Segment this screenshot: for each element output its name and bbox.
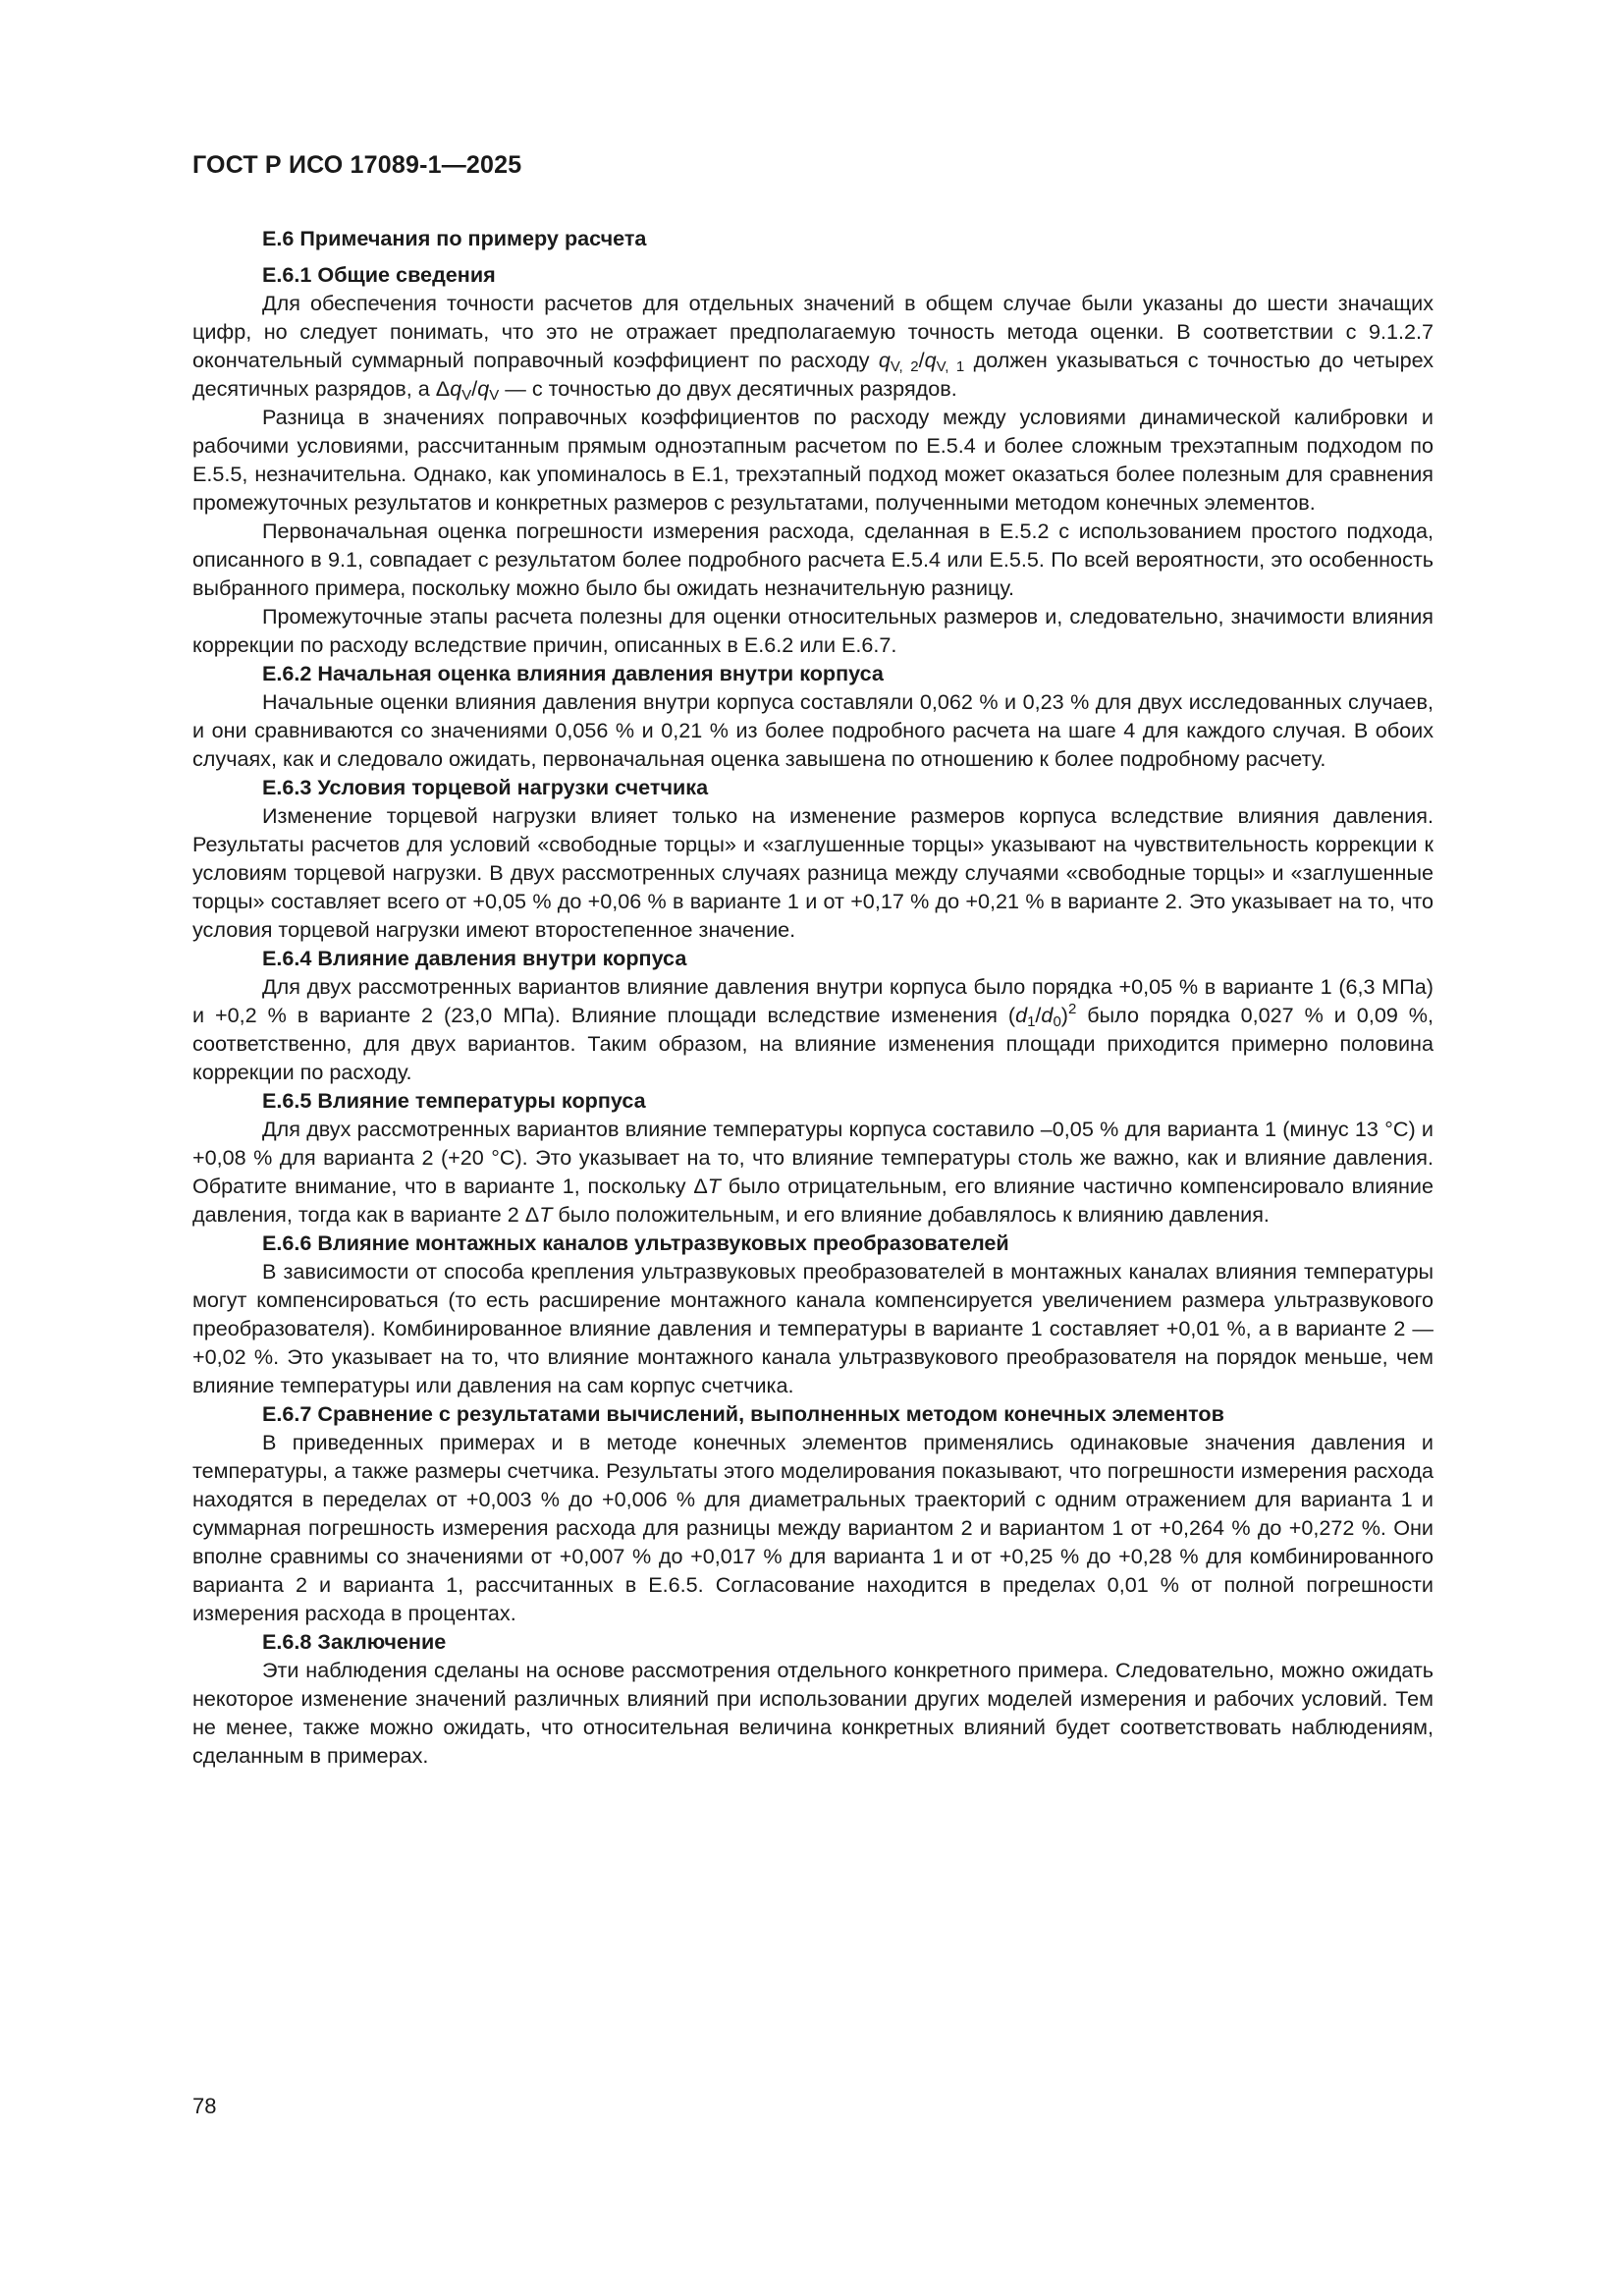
- section-e63-title: Е.6.3 Условия торцевой нагрузки счетчика: [262, 775, 709, 799]
- section-e61-title: Е.6.1 Общие сведения: [262, 262, 496, 287]
- page-number: 78: [192, 2094, 217, 2118]
- standard-header: ГОСТ Р ИСО 17089-1—2025: [192, 151, 522, 179]
- section-e64-paragraph-1: Для двух рассмотренных вариантов влияние давления внутри корпуса было порядка +0,05 % в варианте 1 (6,3 МПа) и +0,2 % в варианте 2 (23,0 МПа). Влияние площади вследствие изменения $(d_1/d_0)^2$ было порядка 0,027 % и 0,09 %, соответственно, для двух вариантов. Таким образом, на влияние изменения площади приходится примерно половина коррекции по расходу.: [192, 974, 1434, 1084]
- section-e63-paragraph-1: Изменение торцевой нагрузки влияет только на изменение размеров корпуса вследствие влияния давления. Результаты расчетов для условий «свободные торцы» и «заглушенные торцы» указывают на чувствительность коррекции к условиям торцевой нагрузки. В двух рассмотренных случаях разница между случаями «свободные торцы» и «заглушенные торцы» составляет всего от +0,05 % до +0,06 % в варианте 1 и от +0,17 % до +0,21 % в варианте 2. Это указывает на то, что условия торцевой нагрузки имеют второстепенное значение.: [192, 803, 1434, 942]
- section-e66-paragraph-1: В зависимости от способа крепления ультразвуковых преобразователей в монтажных каналах влияния температуры могут компенсироваться (то есть расширение монтажного канала компенсируется увеличением размера ультразвукового преобразователя). Комбинированное влияние давления и температуры в варианте 1 составляет +0,01 %, а в варианте 2 — +0,02 %. Это указывает на то, что влияние монтажного канала ультразвукового преобразователя на порядок меньше, чем влияние температуры или давления на сам корпус счетчика.: [192, 1259, 1434, 1397]
- page-content: [192, 224, 1434, 1770]
- section-e65-title: Е.6.5 Влияние температуры корпуса: [262, 1088, 646, 1113]
- section-e68-paragraph-1: Эти наблюдения сделаны на основе рассмотрения отдельного конкретного примера. Следовательно, можно ожидать некоторое изменение значений различных влияний при использовании других моделей измерения и рабочих условий. Тем не менее, также можно ожидать, что относительная величина конкретных влияний будет соответствовать наблюдениям, сделанным в примерах.: [192, 1658, 1434, 1768]
- section-e68-title: Е.6.8 Заключение: [262, 1629, 447, 1654]
- section-e61-paragraph-4: Промежуточные этапы расчета полезны для оценки относительных размеров и, следовательно, значимости влияния коррекции по расходу вследствие причин, описанных в Е.6.2 или Е.6.7.: [192, 604, 1434, 657]
- section-e66-title: Е.6.6 Влияние монтажных каналов ультразвуковых преобразователей: [262, 1230, 1009, 1255]
- section-e67-paragraph-1: В приведенных примерах и в методе конечных элементов применялись одинаковые значения давления и температуры, а также размеры счетчика. Результаты этого моделирования показывают, что погрешности измерения расхода находятся в переделах от +0,003 % до +0,006 % для диаметральных траекторий с одним отражением для варианта 1 и суммарная погрешность измерения расхода для разницы между вариантом 2 и вариантом 1 от +0,264 % до +0,272 %. Они вполне сравнимы со значениями от +0,007 % до +0,017 % для варианта 1 и от +0,25 % до +0,28 % для комбинированного варианта 2 и варианта 1, рассчитанных в Е.6.5. Согласование находится в пределах 0,01 % от полной погрешности измерения расхода в процентах.: [192, 1430, 1434, 1625]
- section-e65-paragraph-1: Для двух рассмотренных вариантов влияние температуры корпуса составило –0,05 % для варианта 1 (минус 13 °C) и +0,08 % для варианта 2 (+20 °C). Это указывает на то, что влияние температуры столь же важно, как и влияние давления. Обратите внимание, что в варианте 1, поскольку ΔT было отрицательным, его влияние частично компенсировало влияние давления, тогда как в варианте 2 ΔT было положительным, и его влияние добавлялось к влиянию давления.: [192, 1117, 1434, 1227]
- section-e6-title: Е.6 Примечания по примеру расчета: [262, 226, 647, 250]
- section-e62-title: Е.6.2 Начальная оценка влияния давления внутри корпуса: [262, 661, 884, 685]
- section-e61-paragraph-2: Разница в значениях поправочных коэффициентов по расходу между условиями динамической калибровки и рабочими условиями, рассчитанным прямым одноэтапным расчетом по Е.5.4 и более сложным трехэтапным подходом по Е.5.5, незначительна. Однако, как упоминалось в Е.1, трехэтапный подход может оказаться более полезным для сравнения промежуточных результатов и конкретных размеров с результатами, полученными методом конечных элементов.: [192, 405, 1434, 515]
- section-e62-paragraph-1: Начальные оценки влияния давления внутри корпуса составляли 0,062 % и 0,23 % для двух исследованных случаев, и они сравниваются со значениями 0,056 % и 0,21 % из более подробного расчета на шаге 4 для каждого случая. В обоих случаях, как и следовало ожидать, первоначальная оценка завышена по отношению к более подробному расчету.: [192, 689, 1434, 771]
- section-e61-paragraph-3: Первоначальная оценка погрешности измерения расхода, сделанная в Е.5.2 с использованием простого подхода, описанного в 9.1, совпадает с результатом более подробного расчета Е.5.4 или Е.5.5. По всей вероятности, это особенность выбранного примера, поскольку можно было бы ожидать незначительную разницу.: [192, 519, 1434, 600]
- section-e61-paragraph-1: Для обеспечения точности расчетов для отдельных значений в общем случае были указаны до шести значащих цифр, но следует понимать, что это не отражает предполагаемую точность метода оценки. В соответствии с 9.1.2.7 окончательный суммарный поправочный коэффициент по расходу $q_{V, 2}/q_{V, 1}$ должен указываться с точностью до четырех десятичных разрядов, а $\Delta q_V/q_V$ — с точностью до двух десятичных разрядов.: [192, 291, 1434, 404]
- section-e64-title: Е.6.4 Влияние давления внутри корпуса: [262, 946, 687, 970]
- section-e67-title: Е.6.7 Сравнение с результатами вычислений, выполненных методом конечных элементов: [262, 1401, 1224, 1426]
